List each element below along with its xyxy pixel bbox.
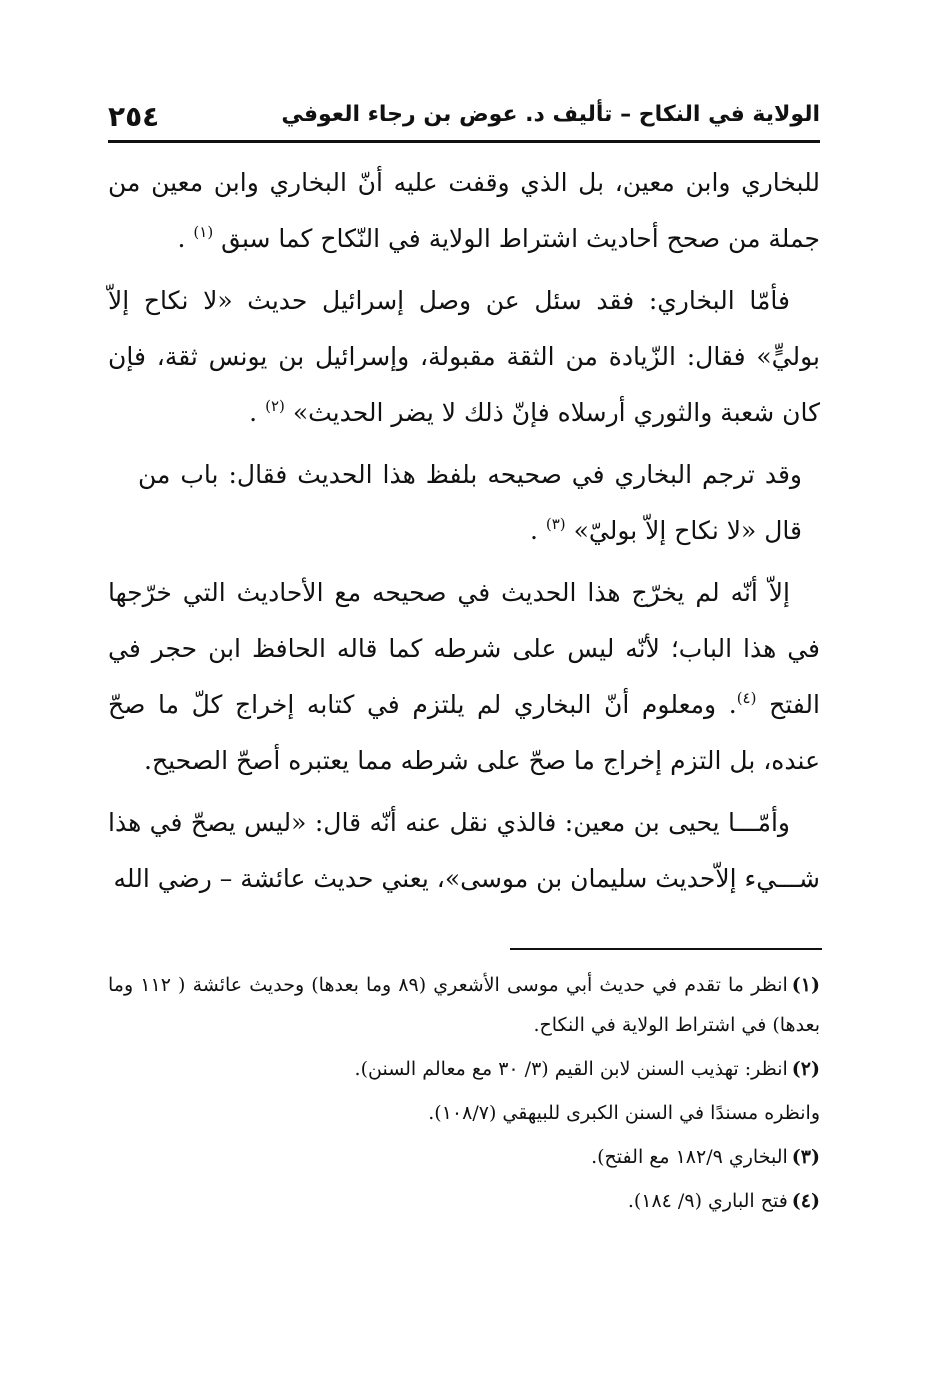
footnote-text: البخاري ١٨٢/٩ مع الفتح). (591, 1146, 788, 1168)
footnote-number: (٤) (791, 1190, 820, 1212)
footnote-continuation (108, 1093, 820, 1133)
footnote (108, 1181, 820, 1221)
footnote (108, 1049, 820, 1089)
paragraph: وأمّـــا يحيى بن معين: فالذي نقل عنه أنّه قال: «ليس يصحّ في هذا شـــيء إلاّحديث سليمان بن موسى»، يعني حديث عائشة – رضي الله (108, 808, 820, 893)
footnote-text: انظر ما تقدم في حديث أبي موسى الأشعري (٨٩ وما بعدها) وحديث عائشة ( ١١٢ وما بعدها) في اشتراط الولاية في النكاح. (108, 974, 820, 1036)
footnote-ref[interactable]: (٢) (265, 397, 285, 415)
header-title: الولاية في النكاح – تأليف د. عوض بن رجاء العوفي (281, 102, 820, 127)
paragraph: فأمّا البخاري: فقد سئل عن وصل إسرائيل حديث «لا نكاح إلاّ بوليٍّ» فقال: الزّيادة من الثقة مقبولة، وإسرائيل بن يونس ثقة، فإن كان شعبة والثوري أرسلاه فإنّ ذلك لا يضر الحديث» $^{(٢)}$ . (108, 286, 820, 427)
paragraph: للبخاري وابن معين، بل الذي وقفت عليه أنّ البخاري وابن معين من جملة من صحح أحاديث اشتراط الولاية في النّكاح كما سبق $^{(١)}$ . (108, 168, 820, 253)
footnote-number: (١) (791, 974, 820, 996)
footnote-text: انظر: تهذيب السنن لابن القيم (٣/ ٣٠ مع معالم السنن). (354, 1058, 788, 1080)
footnote-ref[interactable]: (٤) (736, 689, 757, 707)
footnote (108, 1137, 820, 1177)
paragraph: إلاّ أنّه لم يخرّج هذا الحديث في صحيحه مع الأحاديث التي خرّجها في هذا الباب؛ لأنّه ليس على شرطه كما قاله الحافظ ابن حجر في الفتح $^{(٤)}$. ومعلوم أنّ البخاري لم يلتزم في كتابه إخراج كلّ ما صحّ عنده، بل التزم إخراج ما صحّ على شرطه مما يعتبره أصحّ الصحيح. (108, 578, 820, 775)
main-text (108, 155, 820, 913)
paragraph: وقد ترجم البخاري في صحيحه بلفظ هذا الحديث فقال: باب من قال «لا نكاح إلاّ بوليّ» $^{(٣)}$ . (138, 460, 802, 545)
footnotes (108, 965, 820, 1225)
footnote-separator (510, 948, 822, 950)
footnote-ref[interactable]: (٣) (545, 515, 566, 533)
footnote-text: فتح الباري (٩/ ١٨٤). (627, 1190, 788, 1212)
page-number: ٢٥٤ (108, 100, 160, 133)
running-header (108, 100, 820, 143)
footnote-number: (٣) (791, 1146, 820, 1168)
footnote-text: وانظره مسندًا في السنن الكبرى للبيهقي (١٠٨/٧). (428, 1102, 820, 1124)
footnote (108, 965, 820, 1045)
footnote-ref[interactable]: (١) (193, 223, 214, 241)
footnote-number: (٢) (791, 1058, 820, 1080)
